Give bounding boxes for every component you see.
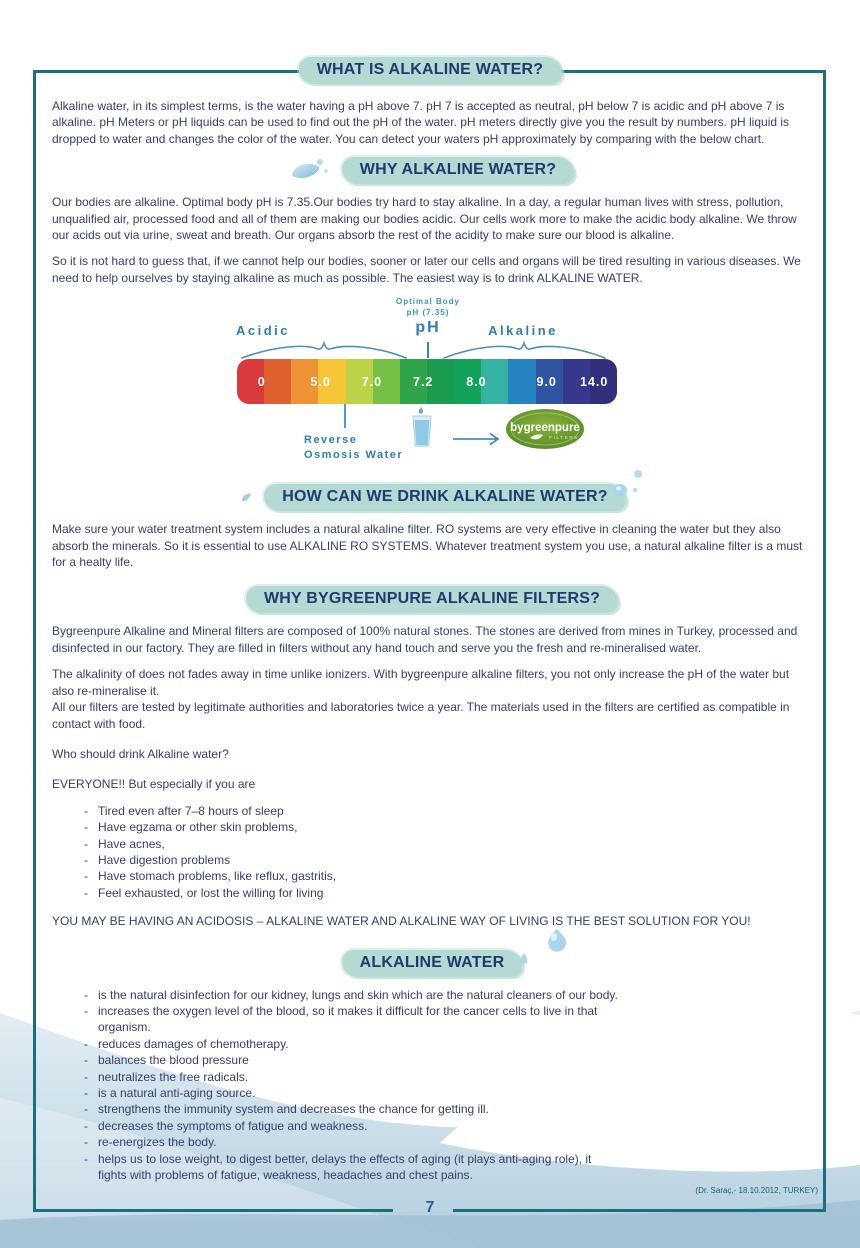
ro-pointer-line [344,404,346,428]
list-dash: - [84,1102,88,1117]
why-heading-row [52,157,812,184]
list-item [84,836,812,852]
filters-heading: WHY BYGREENPURE ALKALINE FILTERS? [246,586,618,613]
ph-segment [427,359,454,404]
list-item-text: is the natural disinfection for our kidney, lungs and skin which are the natural cleaners of our body. [98,987,618,1002]
alkaline-water-heading: ALKALINE WATER [342,950,523,977]
list-item-text: Have egzama or other skin problems, [98,820,298,835]
list-item-text: Have digestion problems [98,852,231,867]
filters-heading-row [52,586,812,613]
list-item-text: reduces damages of chemotherapy. [98,1036,289,1051]
list-item-text: helps us to lose weight, to digest better, delays the effects of aging (it plays anti-aging role), it fights with problems of fatigue, weakness, headaches and chest pains. [98,1151,592,1183]
list-item [84,1151,812,1184]
list-dash: - [84,836,88,851]
frame-border-left [33,70,36,1212]
list-item-text: Feel exhausted, or lost the willing for living [98,885,324,900]
ph-segment [508,359,535,404]
frame-border-right [823,70,826,1212]
list-item [84,803,812,819]
list-item-text: Have stomach problems, like reflux, gastritis, [98,869,337,884]
list-item [84,868,812,884]
list-item-text: balances the blood pressure [98,1053,249,1068]
list-dash: - [84,820,88,835]
tiny-droplet-icon [518,952,530,966]
ph-bar-label: 0 [257,374,266,389]
who-paragraph: Who should drink Alkaline water? [52,746,229,761]
ph-segment [536,359,563,404]
alkaline-heading-row [52,950,812,977]
list-item [84,1118,812,1134]
list-dash: - [84,1053,88,1068]
ph-segment [373,359,400,404]
alkaline-brace [442,341,607,361]
filters-alkalinity-text: The alkalinity of does not fades away in time unlike ionizers. With bygreenpure alkaline filters, you not only increase the pH of the water but also re-mineralise it. [52,667,790,698]
logo-text: bygreenpure [510,422,580,435]
symptoms-list [84,803,812,901]
ph-segment [590,359,617,404]
filters-detail-block [52,666,812,732]
list-item [84,885,812,901]
list-item [84,1003,812,1036]
optimal-body-label: Optimal Body pH (7.35) [395,297,460,318]
list-item-text: Tired even after 7–8 hours of sleep [98,803,284,818]
list-item [84,1134,812,1150]
ph-segment [454,359,481,404]
water-droplet-icon [290,158,332,182]
list-item-text: re-energizes the body. [98,1135,217,1150]
list-dash: - [84,869,88,884]
list-item-text: neutralizes the free radicals. [98,1069,249,1084]
ph-bar-label: 14.0 [580,374,609,389]
ph-scale-chart [52,296,812,470]
list-dash: - [84,885,88,900]
list-dash: - [84,1036,88,1051]
ph-segment [481,359,508,404]
reverse-osmosis-label: Reverse Osmosis Water [304,434,404,462]
everyone-paragraph: EVERYONE!! But especially if you are [52,777,256,792]
ph-bar-label: 8.0 [466,374,487,389]
list-item [84,1101,812,1117]
list-dash: - [84,1135,88,1150]
ph-segment [291,359,318,404]
list-item-text: strengthens the immunity system and decreases the chance for getting ill. [98,1102,489,1117]
ph-bar-label: 7.2 [412,374,434,389]
intro-paragraph: Alkaline water, in its simplest terms, is the water having a pH above 7. pH 7 is accepted as neutral, pH below 7 is acidic and pH above 7 is alkaline. pH Meters or pH liquids can be used to find out the pH of the water. pH meters directly give you the result by numbers. pH liquid is dropped to water and changes the color of the water. You can detect your waters pH approximately by comparing with the below chart. [52,99,790,146]
ph-segment [237,359,264,404]
list-dash: - [84,1151,88,1166]
alkaline-label: Alkaline [488,323,558,339]
right-arrow-icon [452,432,502,446]
ph-bar-label: 7.0 [361,374,383,389]
water-glass-icon [410,406,434,448]
list-item-text: decreases the symptoms of fatigue and weakness. [98,1118,368,1133]
list-dash: - [84,1069,88,1084]
list-item [84,1069,812,1085]
filters-tested-text: All our filters are tested by legitimate authorities and laboratories twice a year. The materials used in the filters are certified as compatible in contact with food. [52,700,790,731]
acidic-brace [240,341,408,361]
list-item [84,1036,812,1052]
ph-segment [318,359,345,404]
content-column [52,88,812,1193]
how-heading-row [52,484,812,511]
frame-border-bottom-right [453,1209,826,1212]
big-droplet-icon [544,928,570,954]
why-paragraph-2: So it is not hard to guess that, if we cannot help our bodies, sooner or later our cells and organs will be tired resulting in various diseases. We need to help ourselves by staying alkaline as much as possible. The easiest way is to drink ALKALINE WATER. [52,254,801,285]
list-item-text: Have acnes, [98,836,165,851]
logo-subtext: FILTERS [549,436,579,442]
how-paragraph: Make sure your water treatment system includes a natural alkaline filter. RO systems are very effective in cleaning the water but they also absorb the minerals. So it is essential to use ALKALINE RO SYSTEMS. Whatever treatment system you use, a natural alkaline filter is a must for a healty life. [52,522,803,570]
ph-segment [400,359,427,404]
ph-bar [237,359,617,404]
why-paragraph-1: Our bodies are alkaline. Optimal body pH is 7.35.Our bodies try hard to stay alkaline. In a day, a regular human lives with stress, pollution, unqualified air, processed food and all of them are making our bodies acidic. Our cells work more to make the acidic body alkaline. We throw our acids out via urine, sweat and breath. Our organs absorb the rest of the acidity to make sure our blood is alkaline. [52,195,797,243]
ph-segment [346,359,373,404]
frame-border-bottom-left [33,1209,393,1212]
list-dash: - [84,852,88,867]
list-item [84,852,812,868]
ph-segment [264,359,291,404]
page-title: WHAT IS ALKALINE WATER? [299,57,562,84]
ph-pointer-line [427,342,429,358]
list-item [84,987,812,1003]
list-dash: - [84,1118,88,1133]
acidic-label: Acidic [235,323,290,339]
how-heading: HOW CAN WE DRINK ALKALINE WATER? [264,484,625,511]
ph-bar-label: 5.0 [310,374,331,389]
list-dash: - [84,987,88,1002]
bygreenpure-logo [504,406,586,452]
small-droplet-icon [238,489,254,505]
list-item [84,1085,812,1101]
author-credit: (Dr. Saraç,- 18.10.2012, TURKEY) [695,1186,818,1195]
ph-axis-label: pH [415,319,441,337]
acidosis-paragraph: YOU MAY BE HAVING AN ACIDOSIS – ALKALINE WATER AND ALKALINE WAY OF LIVING IS THE BEST SOLUTION FOR YOU! [52,914,751,929]
list-dash: - [84,803,88,818]
benefits-list [84,987,812,1184]
list-dash: - [84,1003,88,1018]
list-item [84,819,812,835]
list-dash: - [84,1086,88,1100]
list-item-text: increases the oxygen level of the blood, so it makes it difficult for the cancer cells to live in that organism. [98,1003,598,1035]
list-item [84,1052,812,1068]
filters-intro-paragraph: Bygreenpure Alkaline and Mineral filters are composed of 100% natural stones. The stones are derived from mines in Turkey, processed and disinfected in our factory. They are filled in filters without any hand touch and serve you the fresh and re-mineralised water. [52,624,798,655]
ph-segment [563,359,590,404]
ph-bar-label: 9.0 [536,374,557,389]
why-heading: WHY ALKALINE WATER? [342,157,574,184]
list-item-text: is a natural anti-aging source. [98,1086,256,1100]
page-number: 7 [425,1199,435,1216]
droplet-cluster-icon [608,468,648,500]
